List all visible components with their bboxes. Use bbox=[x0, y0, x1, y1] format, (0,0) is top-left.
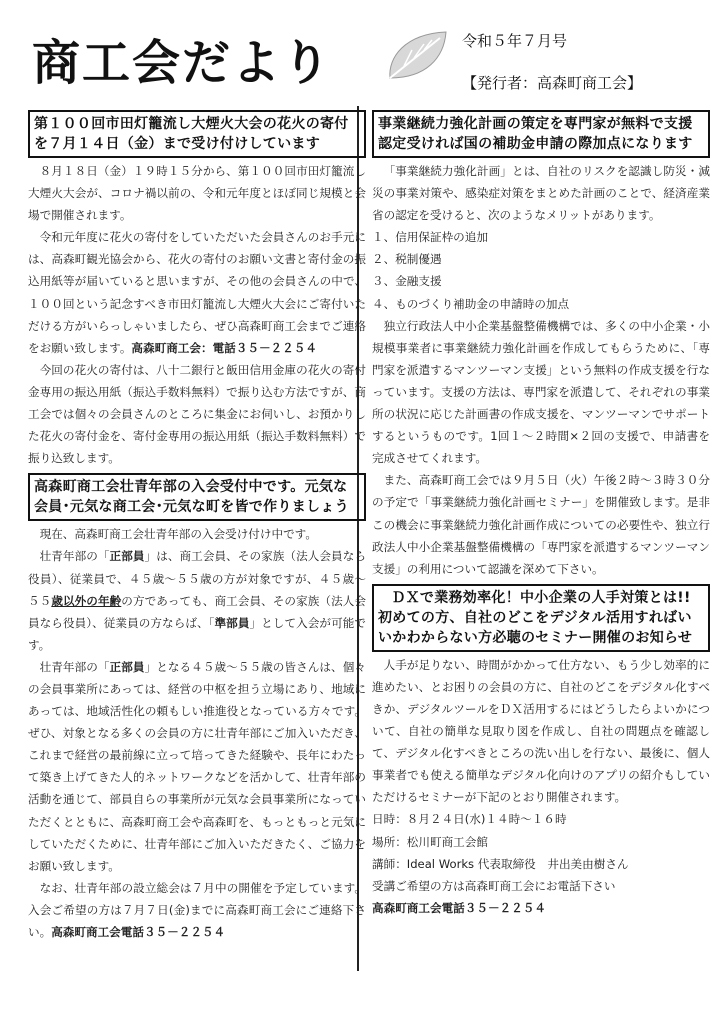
fireworks-article bbox=[28, 160, 366, 469]
bcp-item: ３、金融支援 bbox=[372, 274, 442, 289]
fireworks-header: 第１００回市田灯籠流し大煙火大会の花火の寄付を７月１４日（金）まで受け付けしています bbox=[28, 110, 366, 158]
left-column bbox=[28, 110, 366, 943]
bcp-p2: 独立行政法人中小企業基盤整備機構では、多くの中小企業・小規模事業者に事業継続力強化計画を作成してもらうために、「専門家を派遣するマンツーマン支援」という無料の作成支援を行なっています。支援の方法は、専門家を派遣して、それぞれの事業所の状況に応じた計画書の作成支援を、マンツーマンでサポートするというものです。1回１～２時間×２回の支援で、申請書を完成させてくれます。 bbox=[372, 318, 710, 466]
fireworks-p2-text: 令和元年度に花火の寄付をしていただいた会員さんのお手元には、高森町観光協会から、花火の寄付のお願い文書と寄付金の振込用紙等が届いていると思いますが、その他の会員さんの中で、１００回という記念すべき市田灯籠流し大煙火大会にご寄付いただける方がいらっしゃいましたら、ぜひ高森町商工会までご連絡をお願い致します。 bbox=[28, 230, 366, 355]
youth-article bbox=[28, 523, 366, 943]
bcp-p1: 「事業継続力強化計画」とは、自社のリスクを認識し防災・減災の事業対策や、感染症対策をまとめた計画のことで、経済産業省の認定を受けると、次のようなメリットがあります。 bbox=[372, 164, 710, 223]
fireworks-p2 bbox=[28, 226, 366, 359]
issue-date: 令和５年７月号 bbox=[462, 32, 568, 50]
dx-header-line2: 初めての方、自社のどこをデジタル活用すればいいかわからない方必聴のセミナー開催のお知らせ bbox=[378, 609, 693, 646]
dx-date: 日時：８月２４日(水)１４時～１６時 bbox=[372, 812, 567, 827]
publisher: 【発行者：高森町商工会】 bbox=[462, 74, 643, 92]
youth-p4: なお、壮青年部の設立総会は７月中の開催を予定しています。入会ご希望の方は７月７日(金)までに高森町商工会にご連絡下さい。高森町商工会電話３５－２２５４ bbox=[28, 880, 366, 939]
bcp-item: １、信用保証枠の追加 bbox=[372, 230, 488, 245]
other-age-term: 歳以外の年齢 bbox=[51, 593, 122, 608]
fireworks-p1: ８月１８日（金）１９時１５分から、第１００回市田灯籠流し大煙火大会が、コロナ禍以前の、令和元年度とほぼ同じ規模と会場で開催されます。 bbox=[28, 164, 366, 223]
dx-apply: 受講ご希望の方は高森町商工会にお電話下さい bbox=[372, 878, 616, 893]
dx-p1: 人手が足りない、時間がかかって仕方ない、もう少し効率的に進めたい、とお困りの会員の方に、自社のどこをデジタル化すべきか、デジタルツールをＤＸ活用するにはどうしたらよいかについて、自社の簡単な見取り図を作成し、自社の問題点を確認して、デジタル化すべきところの洗い出しを行ない、最後に、個人事業者でも使える簡単なデジタル化向けのアプリの紹介もしていただけるセミナーが下記のとおり開催されます。 bbox=[372, 657, 710, 805]
right-column bbox=[372, 110, 710, 919]
fireworks-contact: 高森町商工会：電話３５－２２５４ bbox=[131, 340, 317, 355]
dx-contact: 高森町商工会電話３５－２２５４ bbox=[372, 900, 546, 915]
masthead-title: 商工会だより bbox=[32, 35, 333, 91]
youth-contact: 高森町商工会電話３５－２２５４ bbox=[51, 925, 226, 939]
youth-p2: 壮青年部の「正部員」は、商工会員、その家族（法人会員なら役員）、従業員で、４５歳～５５歳の方が対象ですが、４５歳～５５歳以外の年齢の方であっても、商工会員、その家族（法人会員なら役員）、従業員の方ならば、「準部員」として入会が可能です。 bbox=[28, 549, 366, 652]
youth-p1: 現在、高森町商工会壮青年部の入会受け付け中です。 bbox=[39, 527, 317, 542]
dx-lecturer: 講師：Ideal Works 代表取締役 井出美由樹さん bbox=[372, 856, 629, 871]
dx-article bbox=[372, 654, 710, 919]
bcp-article bbox=[372, 160, 710, 580]
regular-member-term: 正部員 bbox=[109, 549, 145, 564]
bcp-item: ２、税制優遇 bbox=[372, 252, 442, 267]
associate-member-term: 準部員 bbox=[214, 615, 250, 630]
dx-header-line1: ＤＸで業務効率化！中小企業の人手対策とは!! bbox=[391, 589, 691, 606]
fireworks-p3: 今回の花火の寄付は、八十二銀行と飯田信用金庫の花火の寄付金専用の振込用紙（振込手数料無料）で振り込む方法ですが、商工会では個々の会員さんのところに集金にお伺いし、お預かりした花火の寄付金を、寄付金専用の振込用紙（振込手数料無料）で振り込致します。 bbox=[28, 362, 366, 466]
bcp-p3: また、高森町商工会では９月５日（火）午後２時～３時３０分の予定で「事業継続力強化計画セミナー」を開催致します。是非この機会に事業継続力強化計画作成についての必要性や、独立行政法人中小企業基盤整備機構の「専門家を派遣するマンツーマン支援」の利用について認識を深めて下さい。 bbox=[372, 473, 710, 576]
bcp-header: 事業継続力強化計画の策定を専門家が無料で支援認定受ければ国の補助金申請の際加点になります bbox=[372, 110, 710, 158]
dx-place: 場所：松川町商工会館 bbox=[372, 834, 488, 849]
leaf-icon bbox=[382, 28, 452, 84]
youth-header: 高森町商工会壮青年部の入会受付中です。元気な会員･元気な商工会･元気な町を皆で作りましょう bbox=[28, 473, 366, 521]
youth-p3: 壮青年部の「正部員」となる４５歳～５５歳の皆さんは、個々の会員事業所にあっては、経営の中枢を担う立場にあり、地域にあっては、地域活性化の頼もしい推進役となっている方々です。ぜひ、対象となる多くの会員の方に壮青年部にご加入いただき、これまで経営の最前線に立って培ってきた経験や、長年にわたって築き上げてきた人的ネットワークなどを活かして、壮青年部の活動を通じて、部員自らの事業所が元気な会員事業所になっていただくとともに、高森町商工会や高森町を、もっともっと元気にしていただくために、壮青年部にご加入いただきたく、ご協力をお願い致します。 bbox=[28, 659, 366, 873]
dx-header bbox=[372, 584, 710, 652]
bcp-item: ４、ものづくり補助金の申請時の加点 bbox=[372, 296, 570, 311]
